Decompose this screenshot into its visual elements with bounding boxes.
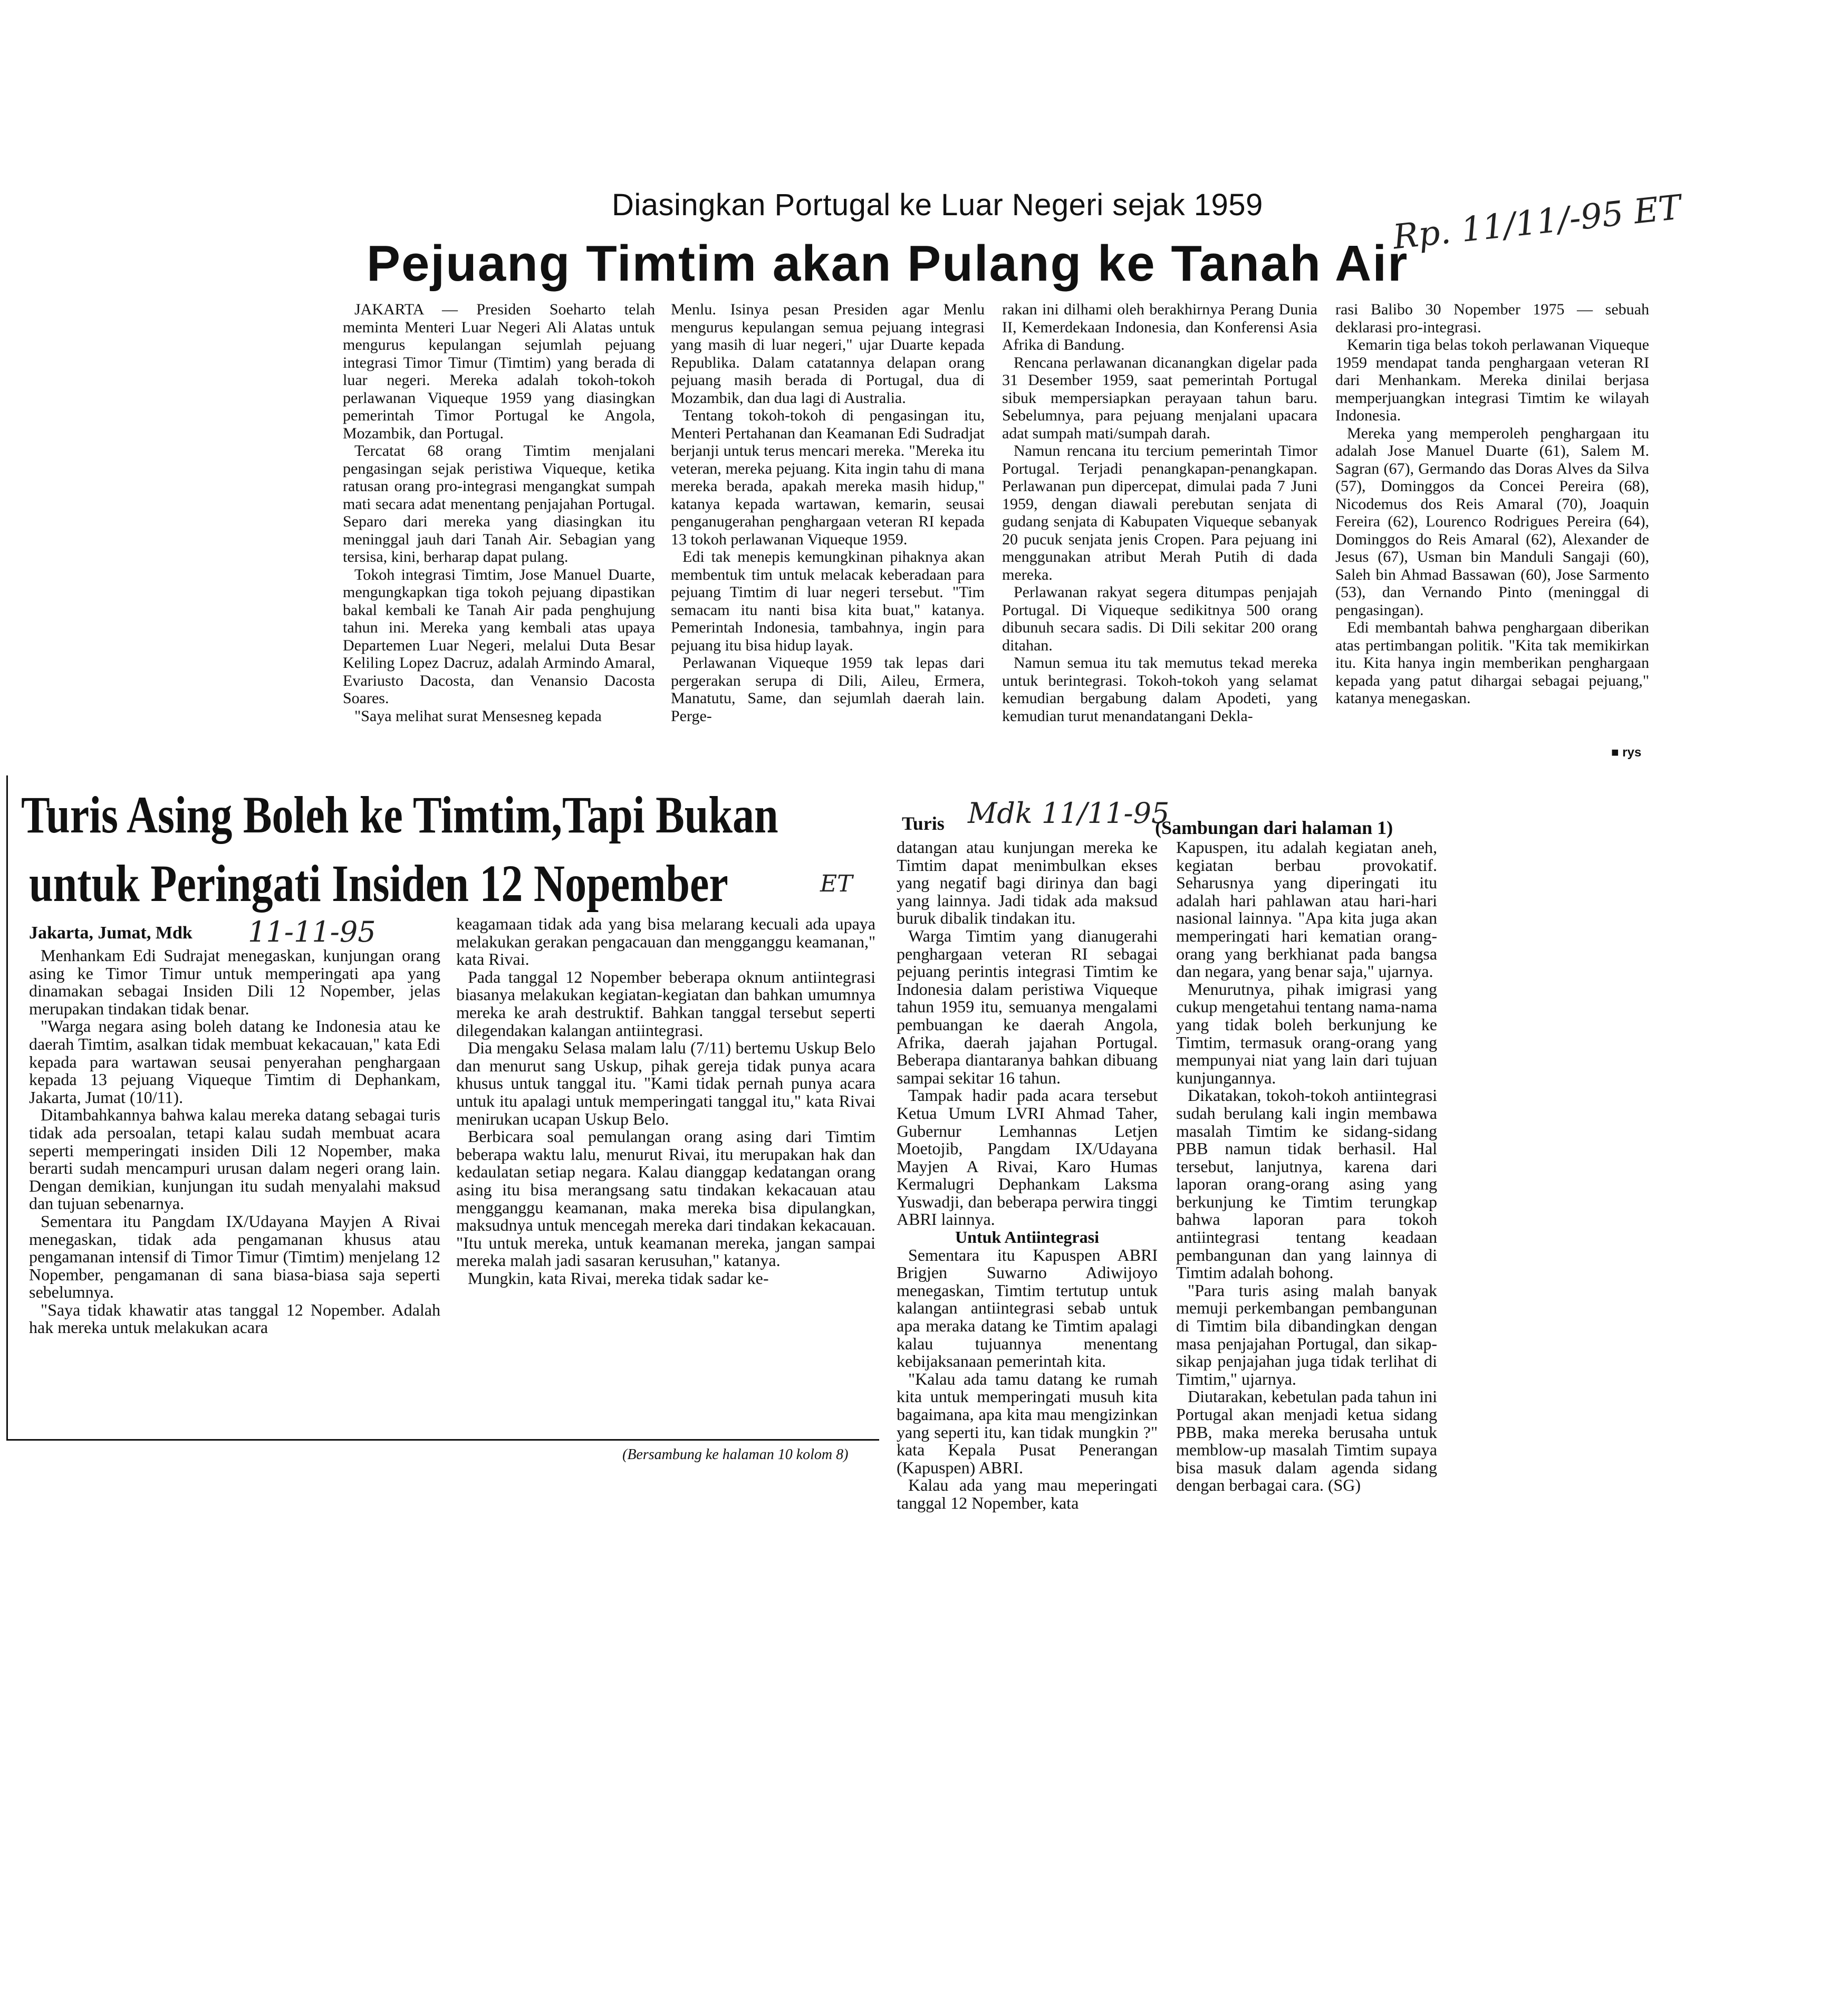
article2-col2-paragraph: Pada tanggal 12 Nopember beberapa oknum antiintegrasi biasanya melakukan kegiatan-kegiatan dan bahkan umumnya mereka ke arah destruktif. Bahkan tanggal tersebut seperti dilegendakan kalangan antiintegrasi. [456, 967, 875, 1040]
article3-col2-paragraph: "Para turis asing malah banyak memuji perkembangan pembangunan di Timtim bila dibandingkan dengan masa penjajahan Portugal, dan sikap-sikap penjajahan juga tidak terlihat di Timtim," ujarnya. [1176, 1280, 1437, 1388]
article3-column-2 [1176, 839, 1437, 1654]
article1-col2-paragraph: Menlu. Isinya pesan Presiden agar Menlu mengurus kepulangan semua pejuang integrasi yang masih di luar negeri," ujar Duarte kepada Republika. Dalam catatannya delapan orang pejuang masih berada di Portugal, dua di Mozambik, dan dua lagi di Australia. [671, 301, 985, 407]
article1-column-2 [671, 301, 985, 760]
article1-col1-paragraph: JAKARTA — Presiden Soeharto telah meminta Menteri Luar Negeri Ali Alatas untuk mengurus kepulangan sejumlah pejuang integrasi Timor Timur (Timtim) yang berada di luar negeri. Mereka adalah tokoh-tokoh perlawanan Viqueque 1959 yang diasingkan pemerintah Timor Portugal ke Angola, Mozambik, dan Portugal. [343, 301, 655, 442]
article3-column-1 [897, 839, 1158, 1654]
article3-col1-paragraph: Tampak hadir pada acara tersebut Ketua Umum LVRI Ahmad Taher, Gubernur Lemhannas Letjen Moetojib, Pangdam IX/Udayana Mayjen A Rivai, Karo Humas Kermalugri Dephankam Laksma Yuswadji, dan beberapa perwira tinggi ABRI lainnya. [897, 1086, 1158, 1229]
article3-col1-paragraph: datangan atau kunjungan mereka ke Timtim dapat menimbulkan ekses yang negatif bagi dirinya dan bagi yang lainnya. Jadi tidak ada maksud buruk dibalik tindakan itu. [897, 839, 1158, 928]
article2-headline-line2: untuk Peringati Insiden 12 Nopember [29, 854, 728, 913]
article3-col2-paragraph: Kapuspen, itu adalah kegiatan aneh, kegiatan berbau provokatif. Seharusnya yang diperingati itu adalah hari pahlawan atau hari-hari nasional lainnya. "Apa kita juga akan memperingati hari kematian orang-orang yang berkhianat pada bangsa dan negara, yang benar saja," ujarnya. [1176, 839, 1437, 981]
article2-left-border [6, 775, 8, 1440]
article3-handwritten-date: Mdk 11/11-95 [968, 797, 1170, 830]
article3-continuation-label: (Sambungan dari halaman 1) [1155, 817, 1393, 838]
article1-col3-paragraph: rakan ini dilhami oleh berakhirnya Perang Dunia II, Kemerdekaan Indonesia, dan Konferensi Asia Afrika di Bandung. [1002, 301, 1317, 353]
article2-handwritten-date: 11-11-95 [248, 915, 376, 948]
article3-subhead: Untuk Antiintegrasi [955, 1228, 1099, 1247]
article2-dateline: Jakarta, Jumat, Mdk [29, 923, 192, 943]
article1-col4-paragraph: Mereka yang memperoleh penghargaan itu adalah Jose Manuel Duarte (61), Salem M. Sagran (67), Germando das Doras Alves da Silva (57), Dominggos da Concei Pereira (68), Nicodemus dos Reis Amaral (70), Joaquin Fereira (62), Lourenco Rodrigues Pereira (64), Dominggos do Reis Amaral (62), Alexander de Jesus (67), Usman bin Manduli Sangaji (60), Saleh bin Ahmad Bassawan (60), Jose Sarmento (53), dan Vernando Pinto (meninggal di pengasingan). [1335, 424, 1649, 619]
article2-col1-paragraph: Ditambahkannya bahwa kalau mereka datang sebagai turis tidak ada persoalan, tetapi kalau sudah membuat acara seperti memperingati insiden Dili 12 Nopember, maka berarti sudah mencampuri urusan dalam negeri orang lain. Dengan demikian, kunjungan itu sudah menyalahi maksud dan tujuan sebenarnya. [29, 1105, 440, 1213]
article1-col4-paragraph: Edi membantah bahwa penghargaan diberikan atas pertimbangan politik. "Kita tak memikirkan itu. Kita hanya ingin memberikan penghargaan kepada yang patut dihargai sebagai pejuang," katanya menegaskan. [1335, 619, 1649, 707]
article1-handwritten-note: Rp. 11/11/-95 ET [1391, 188, 1683, 257]
article1-col2-paragraph: Tentang tokoh-tokoh di pengasingan itu, Menteri Pertahanan dan Keamanan Edi Sudradjat berjanji untuk terus mencari mereka. "Mereka itu veteran, mereka pejuang. Kita ingin tahu di mana mereka berada, apakah mereka masih hidup," katanya kepada wartawan, kemarin, seusai penganugerahan penghargaan veteran RI kepada 13 tokoh perlawanan Viqueque 1959. [671, 407, 985, 548]
article1-col3-paragraph: Namun rencana itu tercium pemerintah Timor Portugal. Terjadi penangkapan-penangkapan. Perlawanan pun dipercepat, dimulai pada 7 Juni 1959, dengan diawali perebutan senjata di gudang senjata di Kabupaten Viqueque sebanyak 20 pucuk senjata jenis Cropen. Para pejuang ini menggunakan atribut Merah Putih di dada mereka. [1002, 442, 1317, 583]
article1-headline: Pejuang Timtim akan Pulang ke Tanah Air [367, 235, 1409, 292]
article1-col4-paragraph: rasi Balibo 30 Nopember 1975 — sebuah deklarasi pro-integrasi. [1335, 301, 1649, 336]
article2-handwritten-mark: ET [820, 870, 853, 897]
article3-col1-paragraph: Kalau ada yang mau meperingati tanggal 12 Nopember, kata [897, 1475, 1158, 1512]
article1-col2-paragraph: Edi tak menepis kemungkinan pihaknya akan membentuk tim untuk melacak keberadaan para pejuang Timtim di luar negeri tersebut. "Tim semacam itu nanti bisa kita buat," katanya. Pemerintah Indonesia, tambahnya, ingin para pejuang itu bisa hidup layak. [671, 548, 985, 654]
article3-label: Turis [902, 813, 945, 834]
article3-col2-paragraph: Diutarakan, kebetulan pada tahun ini Portugal akan menjadi ketua sidang PBB, maka mereka berusaha untuk memblow-up masalah Timtim supaya bisa masuk dalam agenda sidang dengan berbagai cara. (SG) [1176, 1387, 1437, 1495]
article1-kicker: Diasingkan Portugal ke Luar Negeri sejak 1959 [612, 188, 1263, 222]
article1-col2-paragraph: Perlawanan Viqueque 1959 tak lepas dari pergerakan serupa di Dili, Aileu, Ermera, Manatutu, Same, dan sejumlah daerah lain. Perge- [671, 654, 985, 725]
article2-continued-note: (Bersambung ke halaman 10 kolom 8) [622, 1446, 849, 1463]
article2-column-2 [456, 915, 875, 1443]
article1-col1-paragraph: "Saya melihat surat Mensesneg kepada [354, 707, 602, 725]
article1-col4-paragraph: Kemarin tiga belas tokoh perlawanan Viqueque 1959 mendapat tanda penghargaan veteran RI dari Menhankam. Mereka dinilai berjasa memperjuangkan integrasi Timtim ke wilayah Indonesia. [1335, 336, 1649, 424]
article1-byline: ■ rys [1611, 745, 1642, 760]
article1-col1-paragraph: Tercatat 68 orang Timtim menjalani pengasingan sejak peristiwa Viqueque, ketika ratusan orang pro-integrasi mengangkat sumpah mati secara adat menentang penjajahan Portugal. Separo dari mereka yang diasingkan itu meninggal jauh dari Tanah Air. Sebagian yang tersisa, kini, berharap dapat pulang. [343, 442, 655, 565]
article2-col1-paragraph: "Saya tidak khawatir atas tanggal 12 Nopember. Adalah hak mereka untuk melakukan acara [29, 1300, 440, 1337]
article1-column-1 [343, 301, 655, 760]
article3-col2-paragraph: Dikatakan, tokoh-tokoh antiintegrasi sudah berulang kali ingin membawa masalah Timtim ke sidang-sidang PBB namun tidak berhasil. Hal tersebut, lanjutnya, karena dari laporan orang-orang asing yang berkunjung ke Timtim terungkap bahwa laporan para tokoh antiintegrasi tentang keadaan pembangunan dan yang lainnya di Timtim adalah bohong. [1176, 1086, 1437, 1282]
article3-col1-paragraph: Warga Timtim yang dianugerahi penghargaan veteran RI sebagai pejuang perintis integrasi Timtim ke Indonesia dalam peristiwa Viqueque tahun 1959 itu, semuanya mengalami pembuangan ke daerah Angola, Afrika, daerah jajahan Portugal. Beberapa diantaranya bahkan dibuang sampai sekitar 16 tahun. [897, 926, 1158, 1087]
article2-col2-paragraph: Dia mengaku Selasa malam lalu (7/11) bertemu Uskup Belo dan menurut sang Uskup, pihak gereja tidak punya acara khusus untuk tanggal itu. "Kami tidak pernah punya acara untuk itu apalagi untuk memperingati tanggal itu," kata Rivai menirukan ucapan Uskup Belo. [456, 1038, 875, 1128]
article2-headline-line1: Turis Asing Boleh ke Timtim,Tapi Bukan [21, 785, 778, 844]
article2-bottom-rule [6, 1439, 879, 1441]
article3-col2-paragraph: Menurutnya, pihak imigrasi yang cukup mengetahui tentang nama-nama yang tidak boleh berkunjung ke Timtim, termasuk orang-orang yang mempunyai niat yang lain dari tujuan kunjungannya. [1176, 979, 1437, 1087]
article1-column-3 [1002, 301, 1317, 760]
article2-column-1 [29, 947, 440, 1464]
article2-col1-paragraph: "Warga negara asing boleh datang ke Indonesia atau ke daerah Timtim, asalkan tidak membuat kekacauan," kata Edi kepada para wartawan seusai penyerahan penghargaan kepada 13 pejuang Viqueque Timtim di Dephankam, Jakarta, Jumat (10/11). [29, 1017, 440, 1107]
article3-col1-paragraph: "Kalau ada tamu datang ke rumah kita untuk memperingati musuh kita bagaimana, apa kita mau mengizinkan yang seperti itu, kan tidak mungkin ?" kata Kepala Pusat Penerangan (Kapuspen) ABRI. [897, 1369, 1158, 1477]
article2-col1-paragraph: Sementara itu Pangdam IX/Udayana Mayjen A Rivai menegaskan, tidak ada pengamanan khusus atau pengamanan intensif di Timor Timur (Timtim) menjelang 12 Nopember, pengamanan di sana biasa-biasa saja seperti sebelumnya. [29, 1211, 440, 1302]
article2-col1-paragraph: Menhankam Edi Sudrajat menegaskan, kunjungan orang asing ke Timor Timur untuk memperingati apa yang dinamakan sebagai Insiden Dili 12 Nopember, jelas merupakan tindakan tidak benar. [29, 947, 440, 1018]
article3-col1-paragraph: Sementara itu Kapuspen ABRI Brigjen Suwarno Adiwijoyo menegaskan, Timtim tertutup untuk kalangan antiintegrasi sebab untuk apa meraka datang ke Timtim apalagi kalau tujuannya menentang kebijaksanaan pemerintah kita. [897, 1245, 1158, 1371]
article1-col1-paragraph: Tokoh integrasi Timtim, Jose Manuel Duarte, mengungkapkan tiga tokoh pejuang dipastikan bakal kembali ke Tanah Air pada penghujung tahun ini. Mereka yang kembali atas upaya Departemen Luar Negeri, melalui Duta Besar Keliling Lopez Dacruz, adalah Armindo Amaral, Evariusto Dacosta, dan Venansio Dacosta Soares. [343, 565, 655, 707]
article2-col2-paragraph: keagamaan tidak ada yang bisa melarang kecuali ada upaya melakukan gerakan pengacauan dan mengganggu keamanan," kata Rivai. [456, 915, 875, 969]
article1-col3-paragraph: Perlawanan rakyat segera ditumpas penjajah Portugal. Di Viqueque sedikitnya 500 orang dibunuh secara sadis. Di Dili sekitar 200 orang ditahan. [1002, 583, 1317, 654]
article1-column-4 [1335, 301, 1649, 741]
article1-col3-paragraph: Namun semua itu tak memutus tekad mereka untuk berintegrasi. Tokoh-tokoh yang selamat kemudian bergabung dalam Apodeti, yang kemudian turut menandatangani Dekla- [1002, 654, 1317, 725]
article1-col3-paragraph: Rencana perlawanan dicanangkan digelar pada 31 Desember 1959, saat pemerintah Portugal sibuk mempersiapkan perayaan tahun baru. Sebelumnya, para pejuang menjalani upacara adat sumpah mati/sumpah darah. [1002, 353, 1317, 442]
article2-col2-paragraph: Mungkin, kata Rivai, mereka tidak sadar ke- [468, 1268, 769, 1288]
article2-col2-paragraph: Berbicara soal pemulangan orang asing dari Timtim beberapa waktu lalu, menurut Rivai, itu merupakan hak dan kedaulatan setiap negara. Kalau dianggap kedatangan orang asing itu bisa merangsang satu tindakan kekacauan atau mengganggu keamanan, maka mereka bisa dipulangkan, maksudnya untuk mencegah mereka dari tindakan kekacauan. "Itu untuk mereka, untuk keamanan mereka, jangan sampai mereka malah jadi sasaran kerusuhan," katanya. [456, 1127, 875, 1270]
